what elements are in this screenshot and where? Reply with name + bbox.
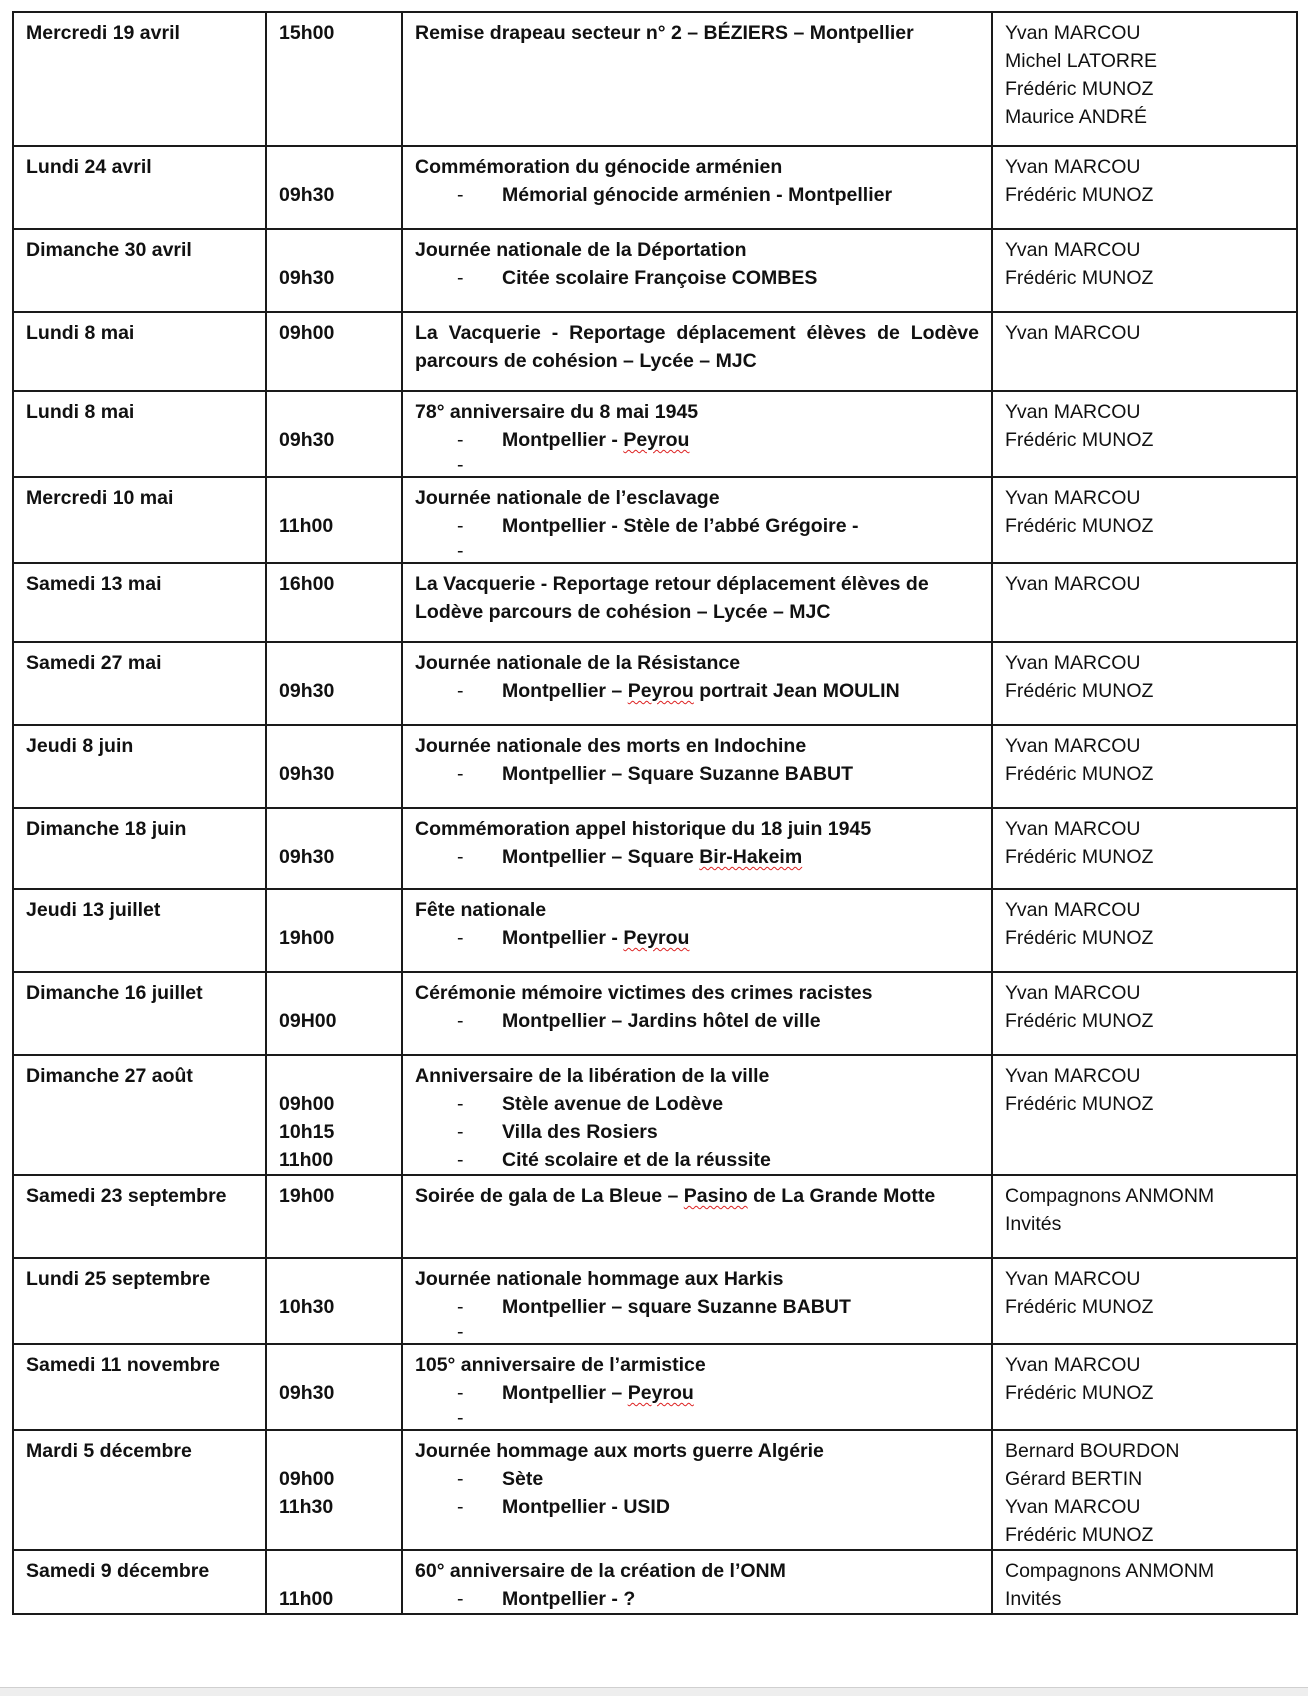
time-cell bbox=[266, 229, 402, 312]
list-dash: - bbox=[457, 1407, 464, 1429]
list-dash: - bbox=[457, 1093, 464, 1115]
sub-item-text: Mémorial génocide arménien - Montpellier bbox=[502, 184, 893, 206]
event-title: Journée nationale de l’esclavage bbox=[415, 487, 720, 509]
time-cell bbox=[266, 1055, 402, 1175]
event-sub-item bbox=[415, 1585, 979, 1613]
date-text: Dimanche 27 août bbox=[26, 1065, 193, 1087]
schedule-row bbox=[13, 1055, 1297, 1175]
list-dash: - bbox=[457, 1296, 464, 1318]
list-dash: - bbox=[457, 1010, 464, 1032]
participants-cell bbox=[992, 808, 1297, 889]
event-cell bbox=[402, 889, 992, 972]
date-text: Jeudi 8 juin bbox=[26, 735, 134, 757]
event-cell bbox=[402, 229, 992, 312]
spellcheck-flag: Peyrou bbox=[623, 429, 690, 451]
event-cell bbox=[402, 391, 992, 477]
event-cell bbox=[402, 12, 992, 146]
time-text: 09h30 bbox=[279, 267, 335, 289]
sub-item-text: Citée scolaire Françoise COMBES bbox=[502, 267, 818, 289]
time-text: 09h30 bbox=[279, 1382, 335, 1404]
participant-name: Yvan MARCOU bbox=[1005, 239, 1141, 261]
date-text: Samedi 13 mai bbox=[26, 573, 162, 595]
participants-cell bbox=[992, 312, 1297, 391]
participant-name: Frédéric MUNOZ bbox=[1005, 1010, 1154, 1032]
time-text: 11h00 bbox=[279, 515, 334, 537]
time-cell bbox=[266, 725, 402, 808]
time-text bbox=[279, 1062, 389, 1090]
event-cell bbox=[402, 972, 992, 1055]
time-text: 09h30 bbox=[279, 846, 335, 868]
participants-cell bbox=[992, 725, 1297, 808]
sub-item-text: Montpellier - Stèle de l’abbé Grégoire - bbox=[502, 515, 859, 537]
window-bottom-edge bbox=[0, 1687, 1308, 1696]
list-dash: - bbox=[457, 1468, 464, 1490]
time-text bbox=[279, 1265, 389, 1293]
event-cell bbox=[402, 1175, 992, 1258]
time-cell bbox=[266, 642, 402, 725]
participant-name: Maurice ANDRÉ bbox=[1005, 106, 1147, 128]
event-cell bbox=[402, 808, 992, 889]
event-title: Soirée de gala de La Bleue – Pasino de La Grande Motte bbox=[415, 1185, 936, 1207]
date-cell bbox=[13, 391, 266, 477]
event-sub-item bbox=[415, 1379, 979, 1407]
event-title: La Vacquerie - Reportage déplacement élèves de Lodève parcours de cohésion – Lycée – MJC bbox=[415, 322, 979, 372]
event-sub-item bbox=[415, 264, 979, 292]
event-title: Journée nationale de la Résistance bbox=[415, 652, 741, 674]
event-title: Journée nationale hommage aux Harkis bbox=[415, 1268, 784, 1290]
schedule-row bbox=[13, 312, 1297, 391]
date-cell bbox=[13, 229, 266, 312]
event-title: Cérémonie mémoire victimes des crimes racistes bbox=[415, 982, 873, 1004]
participant-name: Frédéric MUNOZ bbox=[1005, 1382, 1154, 1404]
schedule-row bbox=[13, 12, 1297, 146]
sub-item-text: Montpellier - Peyrou bbox=[502, 429, 690, 451]
participant-name: Michel LATORRE bbox=[1005, 50, 1158, 72]
time-cell bbox=[266, 12, 402, 146]
event-cell bbox=[402, 477, 992, 563]
list-dash: - bbox=[457, 846, 464, 868]
date-cell bbox=[13, 312, 266, 391]
participants-cell bbox=[992, 477, 1297, 563]
date-cell bbox=[13, 1175, 266, 1258]
participant-name: Yvan MARCOU bbox=[1005, 652, 1141, 674]
date-cell bbox=[13, 563, 266, 642]
list-dash: - bbox=[457, 1321, 464, 1343]
schedule-row bbox=[13, 1175, 1297, 1258]
participant-name: Yvan MARCOU bbox=[1005, 156, 1141, 178]
date-text: Lundi 25 septembre bbox=[26, 1268, 211, 1290]
event-title: Commémoration du génocide arménien bbox=[415, 156, 783, 178]
event-title: 60° anniversaire de la création de l’ONM bbox=[415, 1560, 786, 1582]
time-cell bbox=[266, 146, 402, 229]
participant-name: Compagnons ANMONM bbox=[1005, 1185, 1215, 1207]
participant-name: Frédéric MUNOZ bbox=[1005, 763, 1154, 785]
schedule-row bbox=[13, 477, 1297, 563]
date-text: Samedi 9 décembre bbox=[26, 1560, 210, 1582]
event-sub-item bbox=[415, 426, 979, 454]
time-text bbox=[279, 1557, 389, 1585]
event-sub-item bbox=[415, 1465, 979, 1493]
event-cell bbox=[402, 1430, 992, 1550]
time-text bbox=[279, 236, 389, 264]
time-text: 09h00 bbox=[279, 1468, 335, 1490]
date-text: Jeudi 13 juillet bbox=[26, 899, 161, 921]
participant-name: Frédéric MUNOZ bbox=[1005, 680, 1154, 702]
participant-name: Yvan MARCOU bbox=[1005, 1354, 1141, 1376]
sub-item-text: Montpellier – Square Bir-Hakeim bbox=[502, 846, 803, 868]
time-cell bbox=[266, 808, 402, 889]
participant-name: Frédéric MUNOZ bbox=[1005, 429, 1154, 451]
participant-name: Yvan MARCOU bbox=[1005, 322, 1141, 344]
event-sub-item bbox=[415, 924, 979, 952]
date-text: Mercredi 19 avril bbox=[26, 22, 180, 44]
date-text: Dimanche 18 juin bbox=[26, 818, 187, 840]
time-cell bbox=[266, 889, 402, 972]
event-sub-item bbox=[415, 1007, 979, 1035]
time-text: 09h00 bbox=[279, 1093, 335, 1115]
participant-name: Frédéric MUNOZ bbox=[1005, 1524, 1154, 1546]
participant-name: Yvan MARCOU bbox=[1005, 22, 1141, 44]
spellcheck-flag: Peyrou bbox=[627, 1382, 694, 1404]
time-cell bbox=[266, 1550, 402, 1614]
participants-cell bbox=[992, 229, 1297, 312]
date-text: Lundi 8 mai bbox=[26, 322, 135, 344]
schedule-row bbox=[13, 1430, 1297, 1550]
time-cell bbox=[266, 1175, 402, 1258]
participant-name: Yvan MARCOU bbox=[1005, 1268, 1141, 1290]
participants-cell bbox=[992, 563, 1297, 642]
participant-name: Yvan MARCOU bbox=[1005, 487, 1141, 509]
event-title: Remise drapeau secteur n° 2 – BÉZIERS – Montpellier bbox=[415, 22, 914, 44]
event-cell bbox=[402, 1258, 992, 1344]
event-sub-item bbox=[415, 1146, 979, 1174]
event-sub-item bbox=[415, 1321, 979, 1343]
participants-cell bbox=[992, 972, 1297, 1055]
date-cell bbox=[13, 642, 266, 725]
sub-item-text: Villa des Rosiers bbox=[502, 1121, 658, 1143]
date-text: Mercredi 10 mai bbox=[26, 487, 174, 509]
schedule-row bbox=[13, 1344, 1297, 1430]
participants-cell bbox=[992, 1430, 1297, 1550]
list-dash: - bbox=[457, 1382, 464, 1404]
time-text: 19h00 bbox=[279, 927, 335, 949]
time-cell bbox=[266, 563, 402, 642]
date-cell bbox=[13, 1550, 266, 1614]
time-text bbox=[279, 398, 389, 426]
event-sub-item bbox=[415, 1493, 979, 1521]
time-cell bbox=[266, 391, 402, 477]
date-cell bbox=[13, 1055, 266, 1175]
participants-cell bbox=[992, 1344, 1297, 1430]
schedule-row bbox=[13, 972, 1297, 1055]
time-text: 09h30 bbox=[279, 429, 335, 451]
time-text: 10h15 bbox=[279, 1121, 335, 1143]
list-dash: - bbox=[457, 267, 464, 289]
participant-name: Frédéric MUNOZ bbox=[1005, 78, 1154, 100]
sub-item-text: Montpellier – square Suzanne BABUT bbox=[502, 1296, 851, 1318]
event-sub-item bbox=[415, 843, 979, 871]
list-dash: - bbox=[457, 1121, 464, 1143]
time-text: 09H00 bbox=[279, 1010, 337, 1032]
time-text: 15h00 bbox=[279, 22, 335, 44]
date-text: Dimanche 30 avril bbox=[26, 239, 192, 261]
sub-item-text: Montpellier - ? bbox=[502, 1588, 636, 1610]
event-sub-item bbox=[415, 540, 979, 562]
event-sub-item bbox=[415, 1407, 979, 1429]
event-title: Anniversaire de la libération de la ville bbox=[415, 1065, 770, 1087]
event-title: Commémoration appel historique du 18 juin 1945 bbox=[415, 818, 872, 840]
participant-name: Yvan MARCOU bbox=[1005, 1496, 1141, 1518]
date-text: Dimanche 16 juillet bbox=[26, 982, 203, 1004]
participant-name: Frédéric MUNOZ bbox=[1005, 515, 1154, 537]
date-text: Mardi 5 décembre bbox=[26, 1440, 192, 1462]
time-text: 09h30 bbox=[279, 680, 335, 702]
event-cell bbox=[402, 1344, 992, 1430]
date-text: Samedi 23 septembre bbox=[26, 1185, 227, 1207]
participant-name: Frédéric MUNOZ bbox=[1005, 927, 1154, 949]
participant-name: Frédéric MUNOZ bbox=[1005, 1296, 1154, 1318]
list-dash: - bbox=[457, 1496, 464, 1518]
event-title: 105° anniversaire de l’armistice bbox=[415, 1354, 706, 1376]
spellcheck-flag: Pasino bbox=[683, 1185, 748, 1207]
participants-cell bbox=[992, 1258, 1297, 1344]
schedule-row bbox=[13, 808, 1297, 889]
time-text: 16h00 bbox=[279, 573, 335, 595]
sub-item-text: Sète bbox=[502, 1468, 544, 1490]
schedule-row bbox=[13, 1550, 1297, 1614]
time-text: 09h30 bbox=[279, 184, 335, 206]
participant-name: Yvan MARCOU bbox=[1005, 982, 1141, 1004]
time-text bbox=[279, 815, 389, 843]
list-dash: - bbox=[457, 429, 464, 451]
list-dash: - bbox=[457, 1588, 464, 1610]
time-text bbox=[279, 484, 389, 512]
event-title: La Vacquerie - Reportage retour déplacement élèves de Lodève parcours de cohésion – Lycée – MJC bbox=[415, 573, 929, 623]
event-cell bbox=[402, 725, 992, 808]
participant-name: Bernard BOURDON bbox=[1005, 1440, 1180, 1462]
participant-name: Yvan MARCOU bbox=[1005, 1065, 1141, 1087]
date-cell bbox=[13, 725, 266, 808]
sub-item-text: Montpellier – Peyrou portrait Jean MOULIN bbox=[502, 680, 900, 702]
date-cell bbox=[13, 477, 266, 563]
time-text bbox=[279, 732, 389, 760]
participant-name: Yvan MARCOU bbox=[1005, 573, 1141, 595]
participant-name: Invités bbox=[1005, 1588, 1062, 1610]
participants-cell bbox=[992, 889, 1297, 972]
list-dash: - bbox=[457, 927, 464, 949]
participant-name: Yvan MARCOU bbox=[1005, 899, 1141, 921]
event-cell bbox=[402, 642, 992, 725]
list-dash: - bbox=[457, 540, 464, 562]
participant-name: Yvan MARCOU bbox=[1005, 401, 1141, 423]
time-text: 11h30 bbox=[279, 1496, 334, 1518]
participant-name: Yvan MARCOU bbox=[1005, 735, 1141, 757]
date-text: Samedi 27 mai bbox=[26, 652, 162, 674]
schedule-row bbox=[13, 889, 1297, 972]
time-text: 10h30 bbox=[279, 1296, 335, 1318]
time-cell bbox=[266, 972, 402, 1055]
event-cell bbox=[402, 563, 992, 642]
schedule-row bbox=[13, 1258, 1297, 1344]
sub-item-text: Montpellier - Peyrou bbox=[502, 927, 690, 949]
event-sub-item bbox=[415, 1090, 979, 1118]
time-text: 09h00 bbox=[279, 322, 335, 344]
participant-name: Invités bbox=[1005, 1213, 1062, 1235]
time-text bbox=[279, 1437, 389, 1465]
event-title: Fête nationale bbox=[415, 899, 547, 921]
event-sub-item bbox=[415, 1293, 979, 1321]
spellcheck-flag: Peyrou bbox=[627, 680, 694, 702]
schedule-row bbox=[13, 642, 1297, 725]
event-sub-item bbox=[415, 512, 979, 540]
date-cell bbox=[13, 1430, 266, 1550]
event-sub-item bbox=[415, 454, 979, 476]
date-text: Samedi 11 novembre bbox=[26, 1354, 221, 1376]
event-sub-item bbox=[415, 181, 979, 209]
event-title: Journée nationale des morts en Indochine bbox=[415, 735, 807, 757]
schedule-row bbox=[13, 391, 1297, 477]
date-cell bbox=[13, 972, 266, 1055]
time-cell bbox=[266, 477, 402, 563]
event-title: Journée hommage aux morts guerre Algérie bbox=[415, 1440, 824, 1462]
sub-item-text: Montpellier - USID bbox=[502, 1496, 670, 1518]
date-cell bbox=[13, 808, 266, 889]
event-cell bbox=[402, 312, 992, 391]
participant-name: Frédéric MUNOZ bbox=[1005, 184, 1154, 206]
event-sub-item bbox=[415, 760, 979, 788]
event-title: Journée nationale de la Déportation bbox=[415, 239, 747, 261]
date-cell bbox=[13, 146, 266, 229]
time-text bbox=[279, 979, 389, 1007]
participants-cell bbox=[992, 146, 1297, 229]
time-text bbox=[279, 1351, 389, 1379]
sub-item-text: Cité scolaire et de la réussite bbox=[502, 1149, 771, 1171]
event-sub-item bbox=[415, 677, 979, 705]
schedule-table bbox=[12, 11, 1298, 1615]
sub-item-text: Montpellier – Peyrou bbox=[502, 1382, 694, 1404]
sub-item-text: Montpellier – Square Suzanne BABUT bbox=[502, 763, 854, 785]
participant-name: Frédéric MUNOZ bbox=[1005, 1093, 1154, 1115]
date-text: Lundi 8 mai bbox=[26, 401, 135, 423]
sub-item-text: Stèle avenue de Lodève bbox=[502, 1093, 724, 1115]
event-cell bbox=[402, 146, 992, 229]
time-text: 11h00 bbox=[279, 1588, 334, 1610]
time-text bbox=[279, 153, 389, 181]
participant-name: Frédéric MUNOZ bbox=[1005, 846, 1154, 868]
schedule-row bbox=[13, 146, 1297, 229]
time-text bbox=[279, 649, 389, 677]
participants-cell bbox=[992, 12, 1297, 146]
schedule-row bbox=[13, 725, 1297, 808]
date-text: Lundi 24 avril bbox=[26, 156, 152, 178]
event-sub-item bbox=[415, 1118, 979, 1146]
spellcheck-flag: Peyrou bbox=[623, 927, 690, 949]
date-cell bbox=[13, 12, 266, 146]
spellcheck-flag: Bir-Hakeim bbox=[699, 846, 803, 868]
sub-item-text: Montpellier – Jardins hôtel de ville bbox=[502, 1010, 821, 1032]
participants-cell bbox=[992, 1550, 1297, 1614]
participant-name: Yvan MARCOU bbox=[1005, 818, 1141, 840]
time-text: 09h30 bbox=[279, 763, 335, 785]
list-dash: - bbox=[457, 763, 464, 785]
time-text bbox=[279, 896, 389, 924]
list-dash: - bbox=[457, 680, 464, 702]
participant-name: Gérard BERTIN bbox=[1005, 1468, 1143, 1490]
date-cell bbox=[13, 889, 266, 972]
schedule-row bbox=[13, 229, 1297, 312]
time-cell bbox=[266, 1344, 402, 1430]
list-dash: - bbox=[457, 1149, 464, 1171]
date-cell bbox=[13, 1344, 266, 1430]
time-cell bbox=[266, 312, 402, 391]
event-title: 78° anniversaire du 8 mai 1945 bbox=[415, 401, 699, 423]
list-dash: - bbox=[457, 454, 464, 476]
date-cell bbox=[13, 1258, 266, 1344]
event-cell bbox=[402, 1055, 992, 1175]
time-cell bbox=[266, 1430, 402, 1550]
schedule-body bbox=[13, 12, 1297, 1614]
participants-cell bbox=[992, 391, 1297, 477]
list-dash: - bbox=[457, 515, 464, 537]
participants-cell bbox=[992, 1175, 1297, 1258]
time-text: 11h00 bbox=[279, 1149, 334, 1171]
time-cell bbox=[266, 1258, 402, 1344]
event-cell bbox=[402, 1550, 992, 1614]
schedule-row bbox=[13, 563, 1297, 642]
time-text: 19h00 bbox=[279, 1185, 335, 1207]
participant-name: Frédéric MUNOZ bbox=[1005, 267, 1154, 289]
participants-cell bbox=[992, 642, 1297, 725]
participant-name: Compagnons ANMONM bbox=[1005, 1560, 1215, 1582]
participants-cell bbox=[992, 1055, 1297, 1175]
list-dash: - bbox=[457, 184, 464, 206]
